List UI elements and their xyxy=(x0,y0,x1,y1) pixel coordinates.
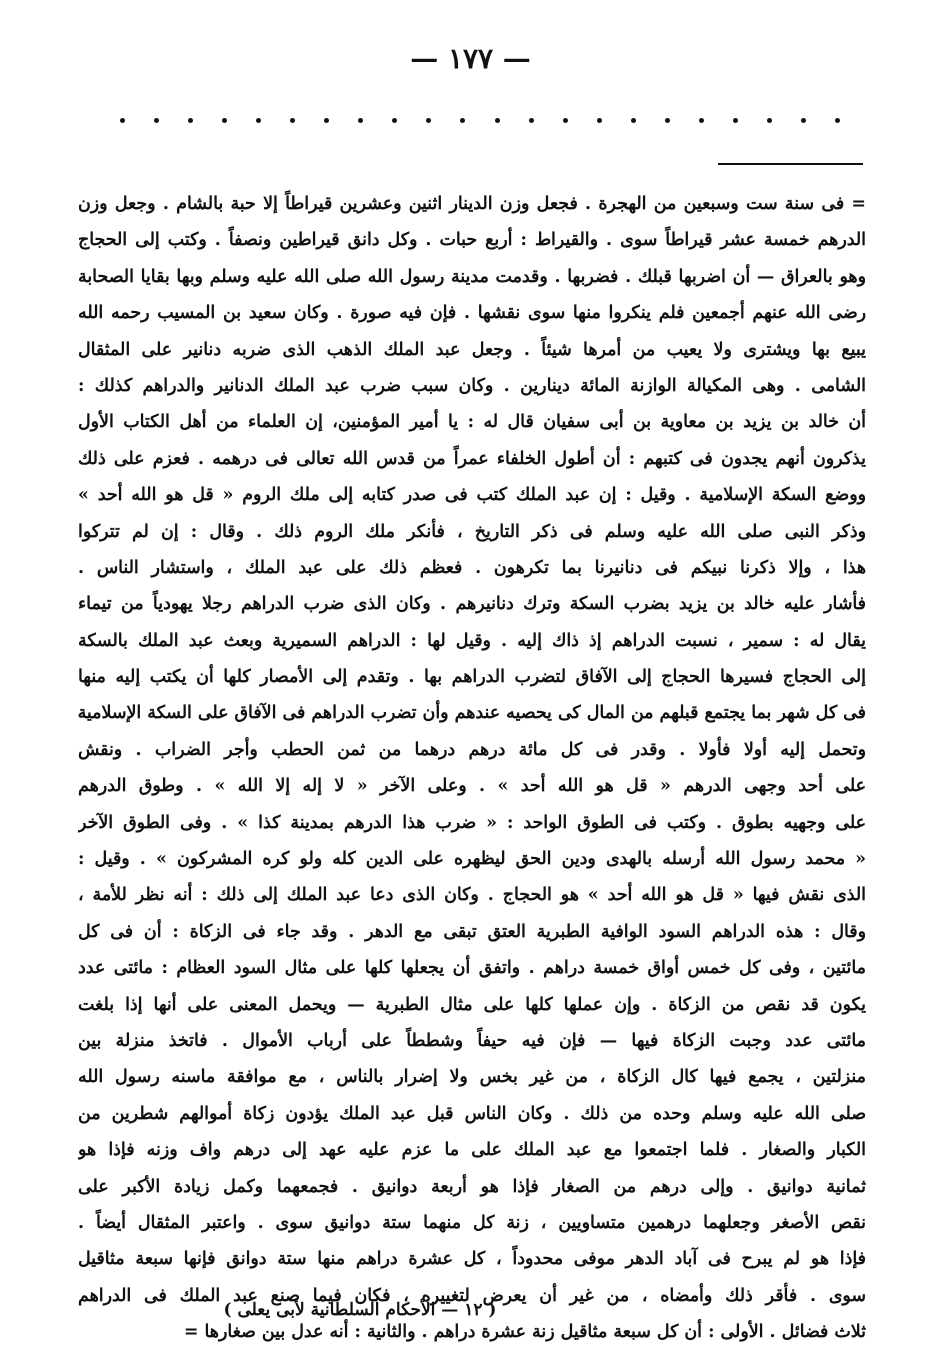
text-line: الدرهم خمسة عشر قيراطاً سوى . والقيراط : أربع حبات . وكل دانق قيراطين ونصفاً . وكتب إلى الحجاج xyxy=(78,230,866,251)
page-footer: ( ١٢ — الأحكام السلطانية لأبى يعلى ) xyxy=(223,1300,497,1320)
body-text xyxy=(78,186,866,1351)
separator-dot xyxy=(699,118,704,123)
separator-dot xyxy=(120,118,125,123)
text-line: ثلاث فضائل . الأولى : أن كل سبعة مثاقيل زنة عشرة دراهم . والثانية : أنه عدل بين صغارها = xyxy=(183,1322,866,1343)
text-line: فأشار عليه خالد بن يزيد بضرب السكة وترك دنانيرهم . وكان الذى ضرب الدراهم رجلا يهودياً من تيماء xyxy=(78,594,866,615)
text-line: وتحمل إليه أولا فأولا . وقدر فى كل مائة درهم درهما من ثمن الحطب وأجر الضراب . ونقش xyxy=(78,739,866,760)
text-line: على وجهيه بطوق . وكتب فى الطوق الواحد : « ضرب هذا الدرهم بمدينة كذا » . وفى الطوق الآخر xyxy=(78,812,866,833)
text-line: هذا ، وإلا ذكرنا نبيكم فى دنانيرنا بما تكرهون . فعظم ذلك على عبد الملك ، واستشار الناس . xyxy=(78,557,866,578)
text-line: ثمانية دوانيق . وإلى درهم من الصغار فإذا هو أربعة دوانيق . فجمعهما وكمل زيادة الأكبر على xyxy=(78,1176,866,1197)
separator-dot xyxy=(529,118,534,123)
separator-dot xyxy=(665,118,670,123)
text-line: أن خالد بن يزيد بن معاوية بن أبى سفيان قال له : يا أمير المؤمنين، إن العلماء من أهل الكتاب الأول xyxy=(78,412,866,433)
separator-dot xyxy=(222,118,227,123)
footnote-rule xyxy=(718,163,863,165)
text-line: = فى سنة ست وسبعين من الهجرة . فجعل وزن الدينار اثنين وعشرين قيراطاً إلا حبة بالشام . وجعل وزن xyxy=(78,194,866,214)
text-line: صلى الله عليه وسلم وحده من ذلك . وكان الناس قبل عبد الملك يؤدون زكاة أموالهم شطرين من xyxy=(78,1103,866,1124)
separator-dot xyxy=(597,118,602,123)
text-line: مائتى عدد وجبت الزكاة فيها — فإن فيه حيفاً وشططاً على أرباب الأموال . فاتخذ منزلة بين xyxy=(78,1030,866,1051)
separator-dot xyxy=(563,118,568,123)
text-line: يكون قد نقص من الزكاة . وإن عملها كلها على مثال الطبرية — ويحمل المعنى على أنها إذا بلغت xyxy=(78,994,866,1015)
text-line: الشامى . وهى المكيالة الوازنة المائة دينارين . وكان سبب ضرب عبد الملك الدنانير والدراهم كذلك : xyxy=(78,375,866,396)
text-line: فى كل شهر بما يجتمع قبلهم من المال كى يحصيه عندهم وأن تضرب الدراهم فى الآفاق على السكة الإسلامية xyxy=(78,703,866,724)
separator-dot xyxy=(290,118,295,123)
separator-dot xyxy=(154,118,159,123)
separator-dot xyxy=(495,118,500,123)
dotted-separator xyxy=(120,118,840,123)
separator-dot xyxy=(324,118,329,123)
separator-dot xyxy=(426,118,431,123)
text-line: سوى . فأقر ذلك وأمضاه ، من غير أن يعرض لتغييره ، فكان فيما صنع عبد الملك فى الدراهم xyxy=(78,1285,866,1306)
separator-dot xyxy=(392,118,397,123)
separator-dot xyxy=(801,118,806,123)
text-line: وهو بالعراق — أن اضربها قبلك . فضربها . وقدمت مدينة رسول الله صلى الله عليه وسلم وبها بقايا الصحابة xyxy=(78,266,866,287)
text-line: ووضع السكة الإسلامية . وقيل : إن عبد الملك كتب فى صدر كتابه إلى ملك الروم « قل هو الله أحد » xyxy=(78,485,866,506)
separator-dot xyxy=(460,118,465,123)
text-line: يبيع بها ويشترى ولا يعيب من أمرها شيئاً . وجعل عبد الملك الذهب الذى ضربه دنانير على المثقال xyxy=(78,339,866,360)
separator-dot xyxy=(767,118,772,123)
separator-dot xyxy=(835,118,840,123)
text-line: وذكر النبى صلى الله عليه وسلم فى ذكر التاريخ ، فأنكر ملك الروم ذلك . وقال : إن لم تتركوا xyxy=(78,521,866,542)
text-line: يقال له : سمير ، نسبت الدراهم إذ ذاك إليه . وقيل لها : الدراهم السميرية وبعث عبد الملك بالسكة xyxy=(78,630,866,651)
separator-dot xyxy=(188,118,193,123)
text-line: على أحد وجهى الدرهم « قل هو الله أحد » . وعلى الآخر « لا إله إلا الله » . وطوق الدرهم xyxy=(78,776,866,797)
separator-dot xyxy=(631,118,636,123)
text-line: نقص الأصغر وجعلهما درهمين متساويين ، زنة كل منهما ستة دوانيق سوى . واعتبر المثقال أيضاً . xyxy=(78,1212,866,1233)
text-line: الذى نقش فيها « قل هو الله أحد » هو الحجاج . وكان الذى دعا عبد الملك إلى ذلك : أنه نظر للأمة ، xyxy=(78,885,866,906)
text-line: الكبار والصغار . فلما اجتمعوا مع عبد الملك على ما عزم عليه عهد إلى درهم واف وزنه فإذا هو xyxy=(78,1140,866,1161)
text-line: « محمد رسول الله أرسله بالهدى ودين الحق ليظهره على الدين كله ولو كره المشركون » . وقيل : xyxy=(78,849,866,870)
separator-dot xyxy=(733,118,738,123)
text-line: منزلتين ، يجمع فيها كال الزكاة ، من غير بخس ولا إضرار بالناس ، مع موافقة ماسنه رسول الله xyxy=(78,1067,866,1088)
text-line: إلى الحجاج فسيرها الحجاج إلى الآفاق لتضرب الدراهم بها . وتقدم إلى الأمصار كلها أن يكتب إليه منها xyxy=(78,667,866,688)
text-line: مائتين ، وفى كل خمس أواق خمسة دراهم . واتفق أن يجعلها كلها على مثال السود العظام : مائتى عدد xyxy=(78,958,866,979)
separator-dot xyxy=(256,118,261,123)
text-line: فإذا هو لم يبرح فى آباد الدهر موفى محدوداً ، كل عشرة دراهم منها ستة دوانق فإنها سبعة مثاقيل xyxy=(78,1249,866,1270)
text-line: رضى الله عنهم أجمعين فلم ينكروا منها سوى نقشها . فإن فيه صورة . وكان سعيد بن المسيب رحمه الله xyxy=(78,303,866,324)
text-line: وقال : هذه الدراهم السود الوافية الطبرية العتق تبقى مع الدهر . وقد جاء فى الزكاة : أن فى كل xyxy=(78,921,866,942)
page-number: — ١٧٧ — xyxy=(410,42,531,75)
separator-dot xyxy=(358,118,363,123)
text-line: يذكرون أنهم يجدون فى كتبهم : أن أطول الخلفاء عمراً من قدس الله تعالى فى درهمه . فعزم على ذلك xyxy=(78,448,866,469)
